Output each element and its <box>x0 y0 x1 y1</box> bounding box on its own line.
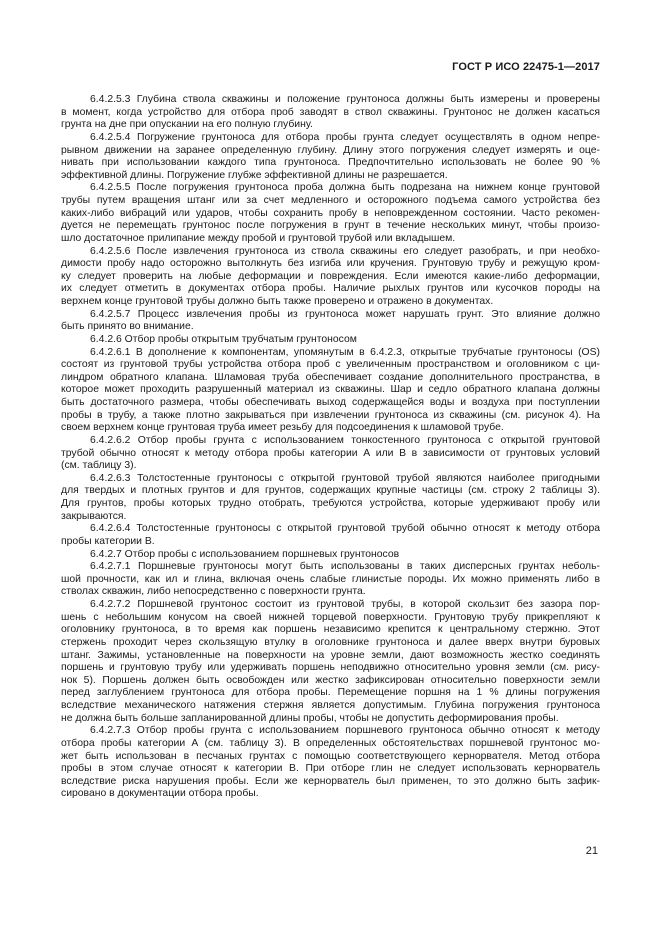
text-line: 6.4.2.6 Отбор пробы открытым трубчатым грунтоносом <box>90 333 357 345</box>
text-line: для твердых и плотных грунтов и для грунтов, содержащих крупные частицы (см. строку 2 таблицы 3). <box>61 485 600 497</box>
text-line: шой прочности, как ил и глина, включая очень слабые глинистые породы. Их можно применять либо в <box>61 573 600 585</box>
text-line: вследствие механического натяжения стержня является допустимым. Глубина погружения грунтоноса <box>61 700 600 711</box>
paragraph <box>61 309 600 334</box>
paragraph <box>61 523 600 548</box>
paragraph <box>61 334 600 347</box>
document-body <box>61 94 600 801</box>
text-line: пробы в трубу, а также плотно закрываться при извлечении грунтоноса из скважины (см. рисунок 4). На <box>61 409 600 421</box>
text-line: 6.4.2.5.3 Глубина ствола скважины и положение грунтоноса должны быть измерены и проверены <box>90 94 600 105</box>
text-line: отбора пробы категории А (см. таблицу 3). В определенных обстоятельствах поршневой грунтонос мо- <box>61 737 600 749</box>
paragraph <box>61 599 600 725</box>
text-line: нок 5). Поршень должен быть освобожден или жестко зафиксирован относительно поверхности земли <box>61 674 600 686</box>
paragraph <box>61 94 600 132</box>
text-line: закрываются. <box>61 510 127 522</box>
text-line: димости пробу надо осторожно вытолкнуть без изгиба или кручения. Грунтовую трубу и режущую кром- <box>61 258 600 270</box>
text-line: 6.4.2.6.2 Отбор пробы грунта с использованием тонкостенного грунтоноса с открытой грунтовой <box>90 434 600 446</box>
paragraph <box>61 549 600 562</box>
text-line: оголовнику грунтоноса, в то время как поршень независимо крепится к центральному стержню. Этот <box>61 624 600 636</box>
text-line: 6.4.2.7.1 Поршневые грунтоносы могут быть использованы в таких дисперсных грунтах неболь- <box>90 561 600 573</box>
text-line: (см. таблицу 3). <box>61 460 137 472</box>
text-line: стволах скважин, либо непосредственно с поверхности грунта. <box>61 586 366 598</box>
text-line: пробы категории В. <box>61 535 155 547</box>
text-line: ку следует проверить на любые деформации и повреждения. Если имеются какие-либо деформации, <box>61 270 600 282</box>
text-line: в момент, когда устройство для отбора проб заводят в ствол скважины. Грунтонос не должен касаться <box>61 106 600 118</box>
text-line: не должна быть больше запланированной длины пробы, чтобы не допустить деформирования пробы. <box>61 712 559 724</box>
text-line: 6.4.2.7.3 Отбор пробы грунта с использованием поршневого грунтоноса обычно относят к методу <box>90 725 600 737</box>
text-line: 6.4.2.6.1 В дополнение к компонентам, упомянутым в 6.4.2.3, открытые трубчатые грунтоносы (OS) <box>90 346 600 358</box>
text-line: линдром обратного клапана. Шламовая труба обеспечивает создание дополнительного пространства, в <box>61 371 600 383</box>
text-line: Для грунтов, пробы которых трудно отобрать, требуются устройства, которые удерживают пробу или <box>61 498 600 509</box>
text-line: верхнем конце грунтовой трубы должно быть также проверено и отражено в документах. <box>61 296 494 307</box>
text-line: рывном движении на заранее определенную глубину. Длину этого погружения следует измерять и оце- <box>61 144 600 156</box>
text-line: дуется не перемещать грунтонос после погружения в грунт в течение нескольких минут, чтобы произо- <box>61 220 600 232</box>
text-line: шло достаточное прилипание между пробой и грунтовой трубой или вкладышем. <box>61 232 456 244</box>
text-line: 6.4.2.5.5 После погружения грунтоноса проба должна быть подрезана на нижнем конце грунтовой <box>90 182 600 194</box>
text-line: перед заглублением грунтоноса для отбора пробы. Перемещение поршня на 1 % длины погружения <box>61 687 600 699</box>
text-line: 6.4.2.7.2 Поршневой грунтонос состоит из грунтовой трубы, в которой скользит без зазора пор- <box>90 599 600 610</box>
text-line: 6.4.2.5.6 После извлечения грунтоноса из ствола скважины его следует разобрать, и при необхо- <box>90 245 600 257</box>
text-line: трубой обычно относят к методу отбора пробы категории А или В в зависимости от грунтовых условий <box>61 447 600 459</box>
text-line: поршень и грунтовую трубу или удерживать поршень неподвижно относительно уровня земли (см. рису- <box>61 662 600 674</box>
text-line: 6.4.2.7 Отбор пробы с использованием поршневых грунтоносов <box>90 548 400 560</box>
text-line: 6.4.2.5.4 Погружение грунтоноса для отбора пробы грунта следует осуществлять в одном непре- <box>90 131 600 143</box>
text-line: грунта на дне при опускании на его полную глубину. <box>61 119 313 131</box>
text-line: нивать при использовании каждого типа грунтоноса. Предпочтительно использовать не более 90 % <box>61 157 600 169</box>
text-line: трубы путем вращения штанг или за счет медленного и осторожного подъема самого устройства без <box>61 195 600 206</box>
paragraph <box>61 435 600 473</box>
text-line: 6.4.2.6.3 Толстостенные грунтоносы с открытой грунтовой трубой являются наиболее пригодными <box>90 472 600 484</box>
text-line: своем верхнем конце грунтовая труба имеет резьбу для подсоединения к шламовой трубе. <box>61 422 504 434</box>
paragraph <box>61 725 600 801</box>
text-line: стержень проходит через скользящую втулку в оголовнике грунтоноса и далее вверх внутри буровых <box>61 636 600 648</box>
paragraph <box>61 246 600 309</box>
text-line: которое может проходить разрушенный материал из скважины. Шар и седло обратного клапана должны <box>61 384 600 396</box>
text-line: быть достаточного размера, чтобы обеспечивать выход содержащейся воды и воздуха при поступлении <box>61 397 600 408</box>
text-line: 6.4.2.5.7 Процесс извлечения пробы из грунтоноса может нарушать грунт. Это влияние должно <box>90 308 600 320</box>
paragraph <box>61 182 600 245</box>
paragraph <box>61 347 600 435</box>
text-line: состоят из грунтовой трубы устройства отбора проб с увеличенным пространством и оголовником с ци- <box>61 359 600 371</box>
text-line: пробы в этом случае относят к категории В. При отборе глин не следует использовать кернорватель <box>61 763 600 775</box>
text-line: эффективной длины. Погружение глубже эффективной длины не разрешается. <box>61 169 448 181</box>
paragraph <box>61 561 600 599</box>
text-line: вследствие риска нарушения пробы. Если же кернорватель был применен, то это должно быть зафик- <box>61 775 600 787</box>
text-line: 6.4.2.6.4 Толстостенные грунтоносы с открытой грунтовой трубой обычно относят к методу отбора <box>90 523 600 535</box>
text-line: быть принято во внимание. <box>61 321 194 333</box>
text-line: шень с небольшим конусом на своей нижней торцевой поверхности. Грунтовую трубу прикрепляют к <box>61 611 600 623</box>
text-line: их следует отметить в документах отбора пробы. Наличие рыхлых грунтов или кусочков породы на <box>61 283 600 295</box>
page-number: 21 <box>585 845 598 857</box>
text-line: штанг. Зажимы, установленные на поверхности на уровне земли, дают возможность жестко соединять <box>61 649 600 661</box>
text-line: сировано в документации отбора пробы. <box>61 788 259 800</box>
paragraph <box>61 473 600 524</box>
text-line: каких-либо вибраций или ударов, чтобы сохранить пробу в неповрежденном состоянии. Часто рекомен- <box>61 207 600 219</box>
document-code-header: ГОСТ Р ИСО 22475-1—2017 <box>452 61 600 73</box>
text-line: жет быть использован в песчаных грунтах с помощью соответствующего кернорвателя. Метод отбора <box>61 750 600 762</box>
paragraph <box>61 132 600 183</box>
